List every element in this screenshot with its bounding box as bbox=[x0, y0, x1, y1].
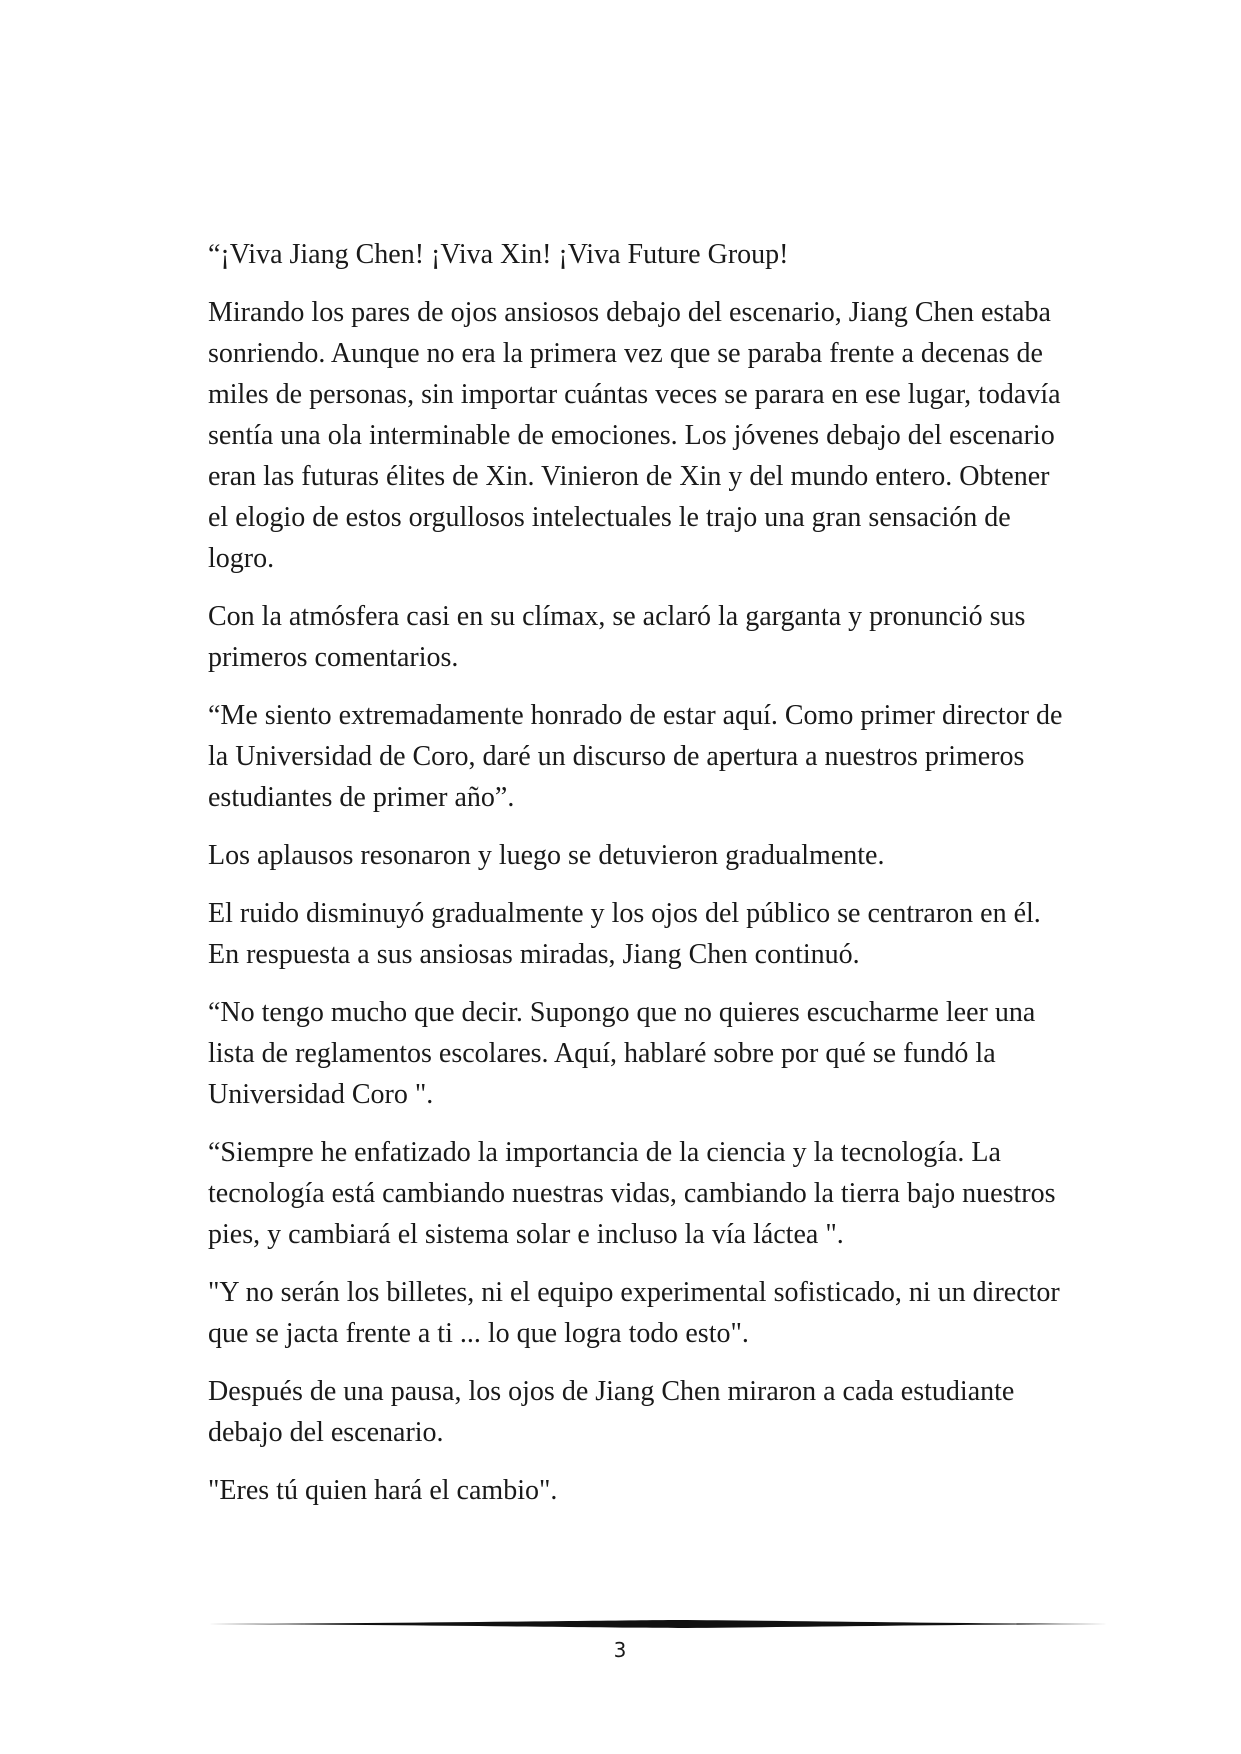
body-text bbox=[208, 234, 1074, 1528]
paragraph-11: "Eres tú quien hará el cambio". bbox=[208, 1475, 558, 1506]
paragraph-3: Con la atmósfera casi en su clímax, se aclaró la garganta y pronunció sus primeros comentarios. bbox=[208, 601, 1026, 673]
paragraph-1: “¡Viva Jiang Chen! ¡Viva Xin! ¡Viva Future Group! bbox=[208, 239, 789, 270]
paragraph-7: “No tengo mucho que decir. Supongo que no quieres escucharme leer una lista de reglamentos escolares. Aquí, hablaré sobre por qué se fundó la Universidad Coro ". bbox=[208, 997, 1036, 1110]
paragraph-4: “Me siento extremadamente honrado de estar aquí. Como primer director de la Universidad de Coro, daré un discurso de apertura a nuestros primeros estudiantes de primer año”. bbox=[208, 700, 1063, 813]
paragraph-6: El ruido disminuyó gradualmente y los ojos del público se centraron en él. En respuesta a sus ansiosas miradas, Jiang Chen continuó. bbox=[208, 898, 1041, 970]
paragraph-2: Mirando los pares de ojos ansiosos debajo del escenario, Jiang Chen estaba sonriendo. Aunque no era la primera vez que se paraba frente a decenas de miles de personas, sin importar cuántas veces se parara en ese lugar, todavía sentía una ola interminable de emociones. Los jóvenes debajo del escenario eran las futuras élites de Xin. Vinieron de Xin y del mundo entero. Obtener el elogio de estos orgullosos intelectuales le trajo una gran sensación de logro. bbox=[208, 297, 1061, 574]
paragraph-8: “Siempre he enfatizado la importancia de la ciencia y la tecnología. La tecnología está cambiando nuestras vidas, cambiando la tierra bajo nuestros pies, y cambiará el sistema solar e incluso la vía láctea ". bbox=[208, 1137, 1056, 1250]
paragraph-5: Los aplausos resonaron y luego se detuvieron gradualmente. bbox=[208, 840, 885, 871]
footer-divider bbox=[208, 1618, 1108, 1630]
page-number: 3 bbox=[613, 1638, 627, 1662]
paragraph-9: "Y no serán los billetes, ni el equipo experimental sofisticado, ni un director que se jacta frente a ti ... lo que logra todo esto". bbox=[208, 1277, 1060, 1349]
paragraph-10: Después de una pausa, los ojos de Jiang Chen miraron a cada estudiante debajo del escenario. bbox=[208, 1376, 1015, 1448]
